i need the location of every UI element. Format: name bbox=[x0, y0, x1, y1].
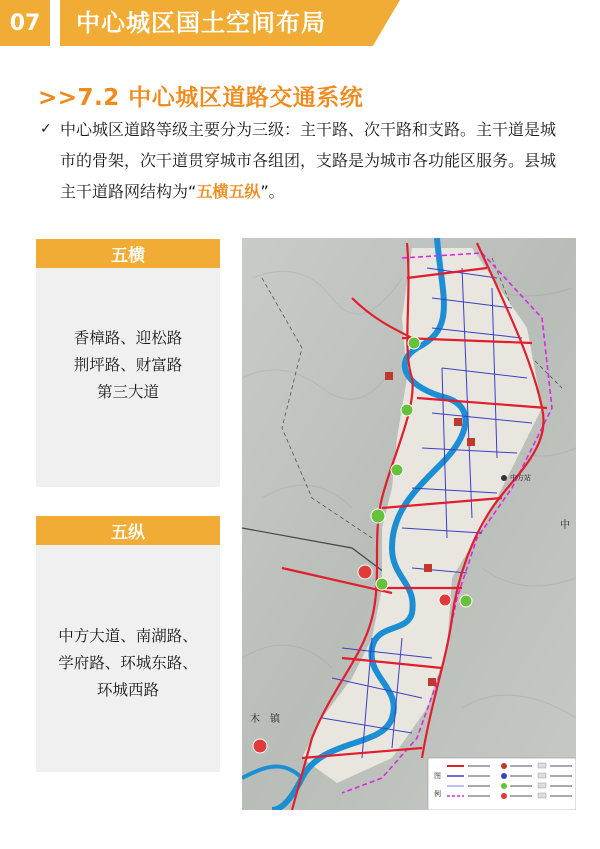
station-icon bbox=[501, 475, 507, 481]
map-legend bbox=[428, 758, 576, 810]
paragraph-quote-open: “ bbox=[188, 182, 197, 201]
parking-icon bbox=[424, 564, 432, 572]
card-title: 五纵 bbox=[36, 516, 220, 545]
card-title: 五横 bbox=[36, 239, 220, 268]
paragraph-text bbox=[60, 114, 570, 207]
card-line: 学府路、环城东路、 bbox=[58, 654, 198, 672]
map-label-mu: 木 bbox=[250, 714, 260, 725]
paragraph-tail: ”。 bbox=[260, 182, 285, 201]
card-line: 中方大道、南湖路、 bbox=[58, 627, 198, 645]
road-network-map bbox=[242, 238, 576, 810]
map-label-zhong: 中 bbox=[560, 520, 570, 531]
chapter-number: 07 bbox=[0, 0, 50, 46]
parking-icon bbox=[467, 438, 475, 446]
chapter-header bbox=[0, 0, 600, 46]
node-green bbox=[391, 464, 403, 476]
node-green bbox=[401, 404, 413, 416]
node-red bbox=[253, 739, 267, 753]
paragraph-lead: 中心城区道路等级主要分为三级：主干路、次干路和支路。主干道是城市的骨架，次干道贯穿城市各组团，支路是为城市各功能区服务。县城主干道路网结构为 bbox=[60, 120, 557, 201]
check-icon: ✓ bbox=[40, 121, 52, 137]
node-green bbox=[408, 337, 420, 349]
parking-icon bbox=[385, 372, 393, 380]
map-label-town: 镇 bbox=[270, 714, 280, 725]
card-vertical-roads bbox=[36, 516, 220, 772]
card-body bbox=[36, 268, 220, 406]
node-green bbox=[371, 509, 385, 523]
station-label: 中方站 bbox=[510, 475, 531, 482]
card-line: 荆坪路、财富路 bbox=[73, 356, 183, 374]
parking-icon bbox=[454, 418, 462, 426]
chapter-title: 中心城区国土空间布局 bbox=[76, 9, 326, 37]
card-body bbox=[36, 545, 220, 704]
legend-label-tu: 图 bbox=[434, 773, 441, 780]
parking-icon bbox=[428, 678, 436, 686]
section-heading: >>7.2 中心城区道路交通系统 bbox=[38, 85, 364, 111]
paragraph-highlight: 五横五纵 bbox=[196, 182, 261, 201]
card-line: 第三大道 bbox=[96, 383, 159, 401]
card-line: 环城西路 bbox=[96, 681, 159, 699]
node-green bbox=[376, 578, 388, 590]
card-horizontal-roads bbox=[36, 239, 220, 487]
node-red bbox=[439, 594, 451, 606]
road-network-svg bbox=[242, 238, 576, 810]
legend-label-li: 例 bbox=[434, 791, 441, 798]
node-green bbox=[460, 595, 472, 607]
section-paragraph bbox=[40, 114, 570, 207]
node-red bbox=[358, 565, 372, 579]
card-line: 香樟路、迎松路 bbox=[73, 329, 183, 347]
